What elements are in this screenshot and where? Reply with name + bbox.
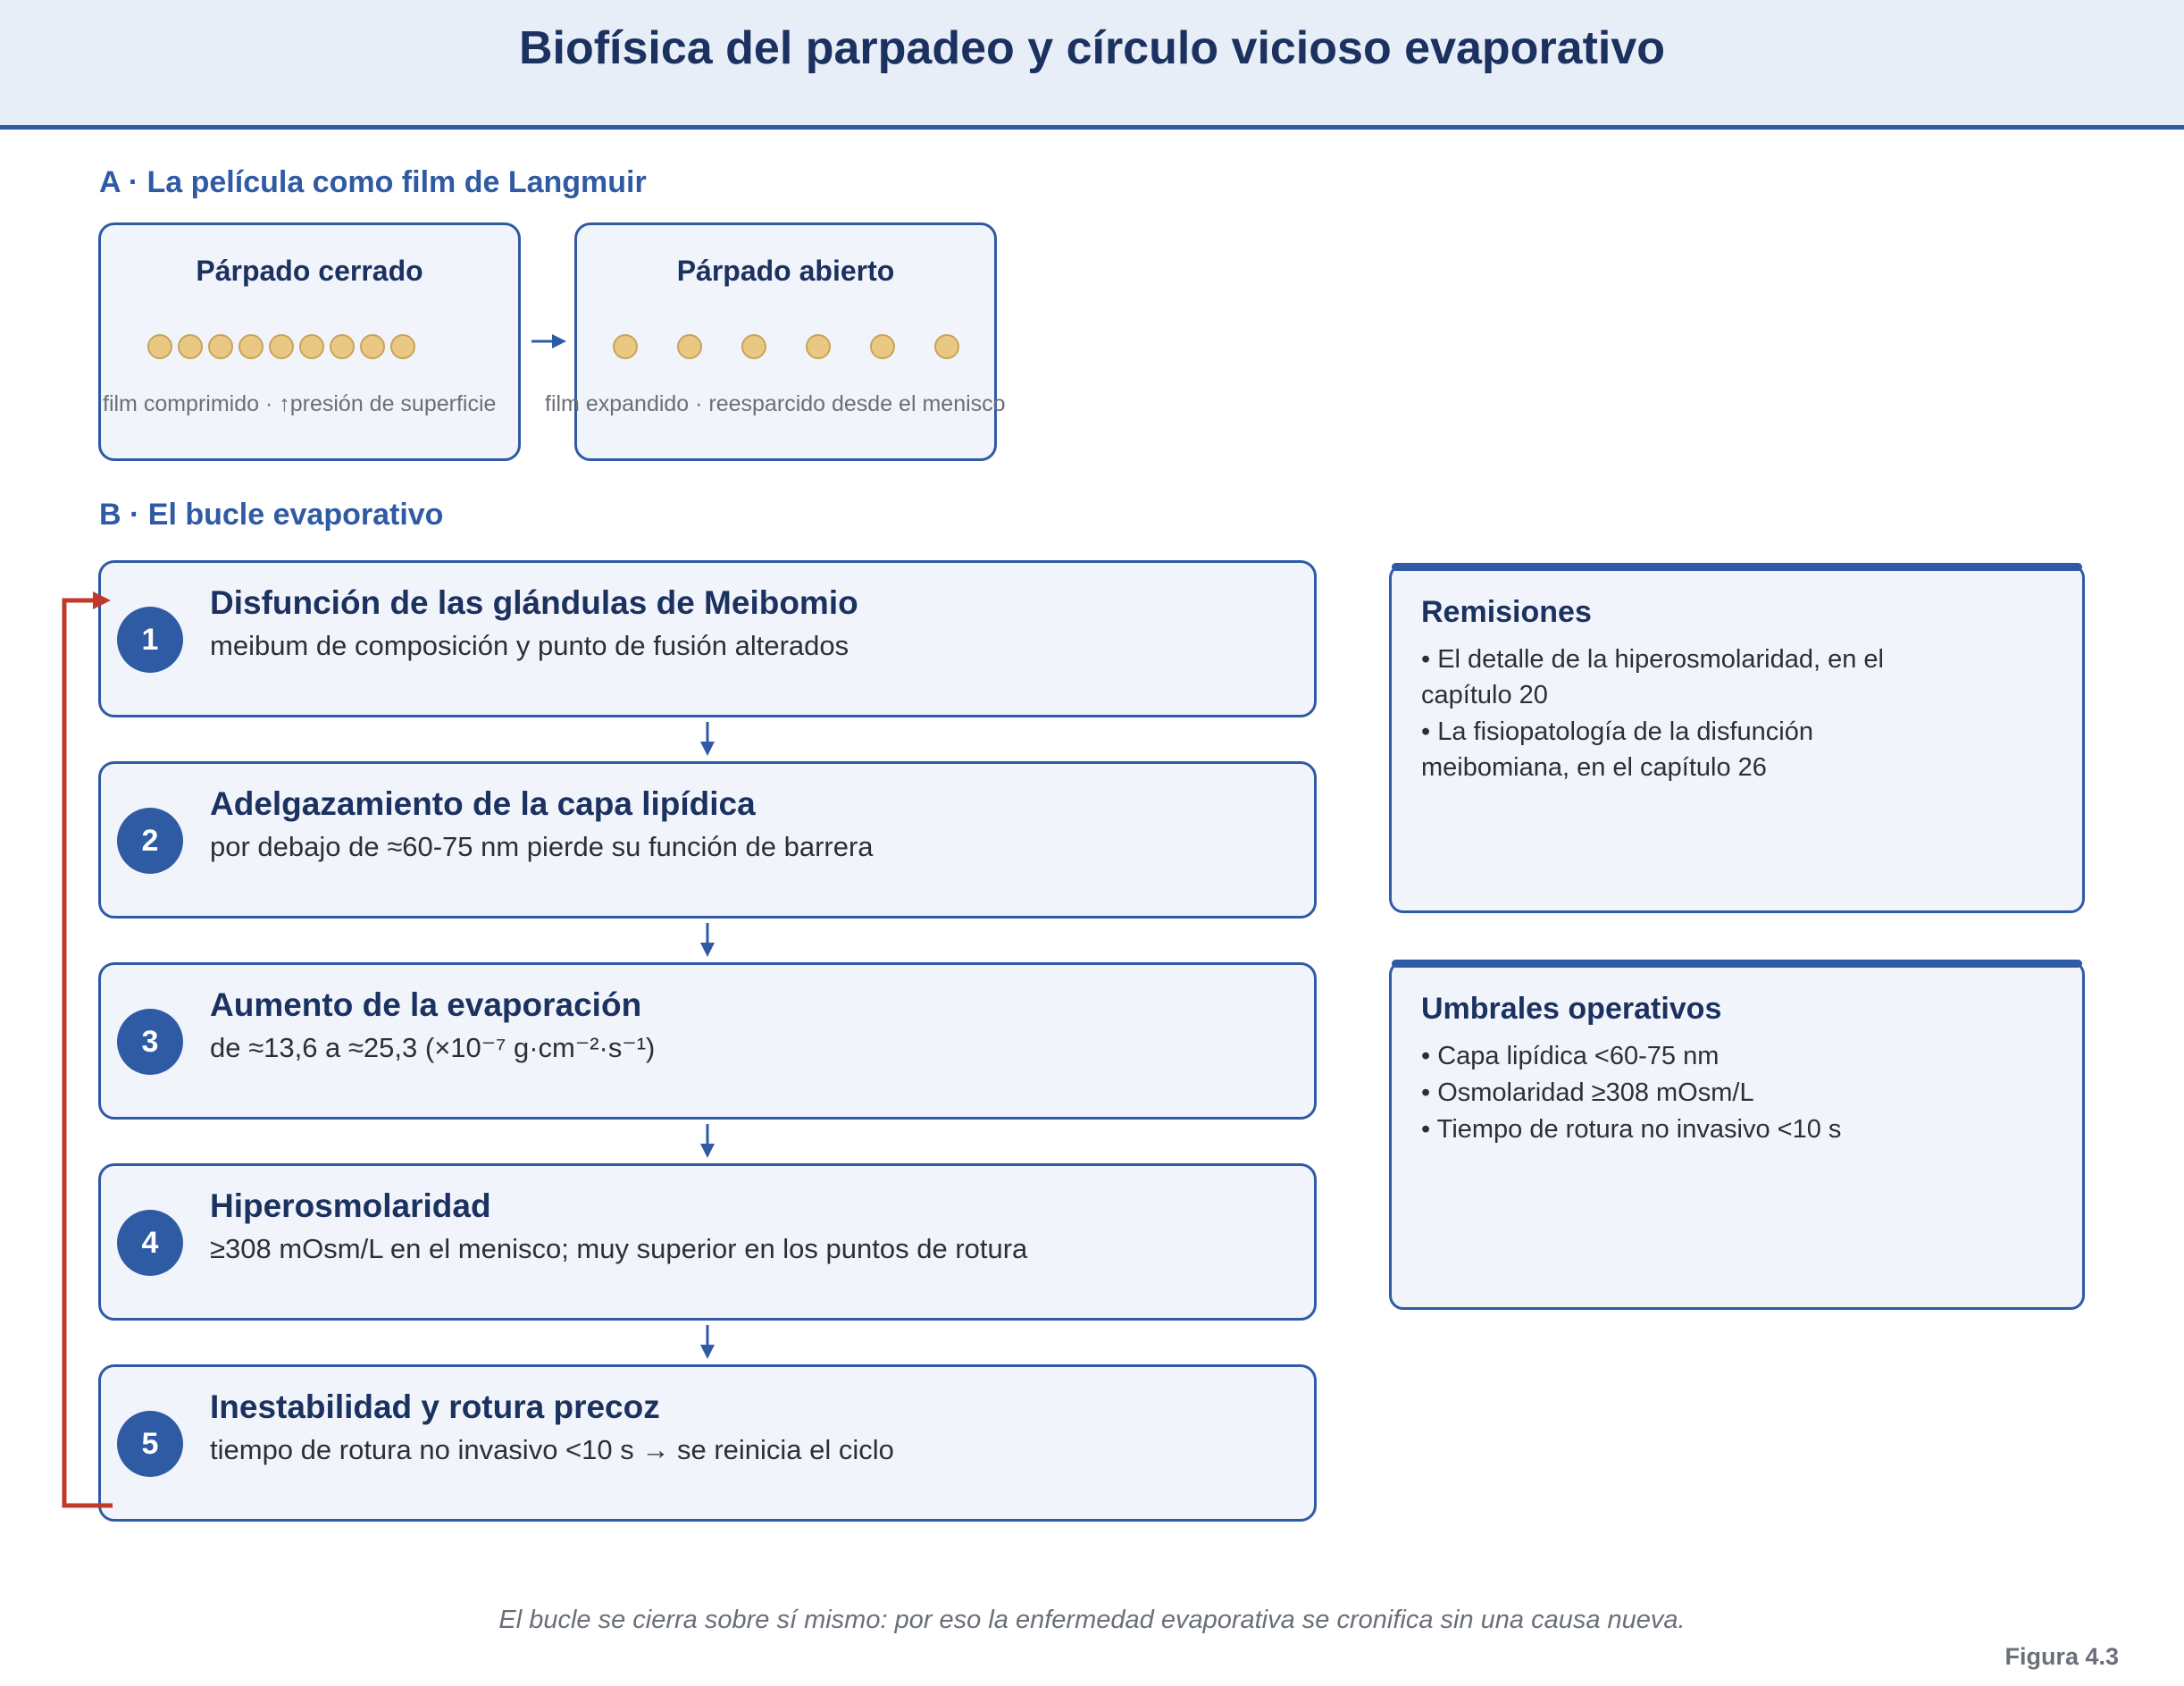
step-description: meibum de composición y punto de fusión alterados: [210, 630, 849, 661]
step-title: Aumento de la evaporación: [210, 986, 642, 1023]
step-number-badge: 1: [117, 607, 183, 673]
step-number-badge: 2: [117, 808, 183, 874]
step-description: tiempo de rotura no invasivo <10 s → se reinicia el ciclo: [210, 1434, 894, 1465]
list-item: • La fisiopatología de la disfunción meibomiana, en el capítulo 26: [1421, 717, 1814, 782]
step-description: de ≈13,6 a ≈25,3 (×10⁻⁷ g·cm⁻²·s⁻¹): [210, 1032, 656, 1063]
closed-eyelid-caption: film comprimido · ↑presión de superficie: [103, 391, 497, 416]
figure-label: Figura 4.3: [2004, 1643, 2119, 1670]
step-number-badge: 4: [117, 1210, 183, 1276]
section-b-title: B · El bucle evaporativo: [99, 498, 444, 532]
film-transition-arrow: [531, 334, 566, 348]
umbrales-title: Umbrales operativos: [1421, 992, 1722, 1026]
step-title: Adelgazamiento de la capa lipídica: [210, 785, 756, 822]
open-eyelid-caption: film expandido · reesparcido desde el menisco: [545, 391, 1006, 416]
step-arrow-3-4: [700, 1124, 715, 1158]
step-arrow-1-2: [700, 722, 715, 756]
list-item: • Tiempo de rotura no invasivo <10 s: [1421, 1115, 1842, 1144]
step-description: por debajo de ≈60-75 nm pierde su función de barrera: [210, 831, 874, 862]
step-number-badge: 5: [117, 1411, 183, 1477]
step-arrow-4-5: [700, 1325, 715, 1359]
step-number-badge: 3: [117, 1009, 183, 1075]
page-title: Biofísica del parpadeo y círculo vicioso evaporativo: [518, 22, 1666, 74]
open-eyelid-title: Párpado abierto: [676, 255, 895, 287]
list-item: • Capa lipídica <60-75 nm: [1421, 1042, 1720, 1070]
step-title: Inestabilidad y rotura precoz: [210, 1388, 660, 1425]
section-a-title: A · La película como film de Langmuir: [99, 165, 647, 199]
list-item: • Osmolaridad ≥308 mOsm/L: [1421, 1078, 1754, 1107]
remisiones-title: Remisiones: [1421, 595, 1592, 629]
feedback-loop-arrow: [64, 591, 113, 1506]
step-title: Disfunción de las glándulas de Meibomio: [210, 584, 858, 621]
list-item: • El detalle de la hiperosmolaridad, en el capítulo 20: [1421, 645, 1884, 709]
step-title: Hiperosmolaridad: [210, 1187, 491, 1224]
step-arrow-2-3: [700, 923, 715, 957]
step-description: ≥308 mOsm/L en el menisco; muy superior en los puntos de rotura: [210, 1233, 1028, 1264]
closed-eyelid-title: Párpado cerrado: [196, 255, 423, 287]
footer-note: El bucle se cierra sobre sí mismo: por eso la enfermedad evaporativa se cronifica sin una causa nueva.: [498, 1606, 1686, 1634]
